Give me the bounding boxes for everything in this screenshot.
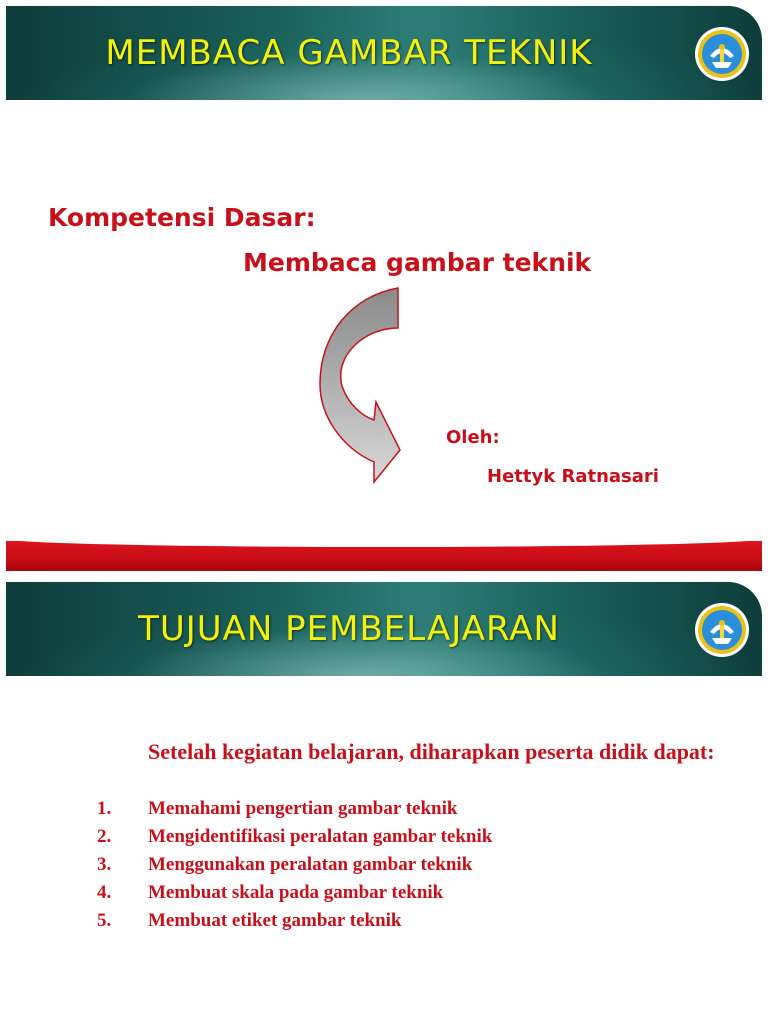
objectives-intro: Setelah kegiatan belajaran, diharapkan peserta didik dapat: — [148, 739, 715, 764]
competency-heading: Kompetensi Dasar: — [48, 203, 316, 232]
list-item-text: Mengidentifikasi peralatan gambar teknik — [148, 826, 493, 847]
competency-subheading: Membaca gambar teknik — [243, 248, 592, 277]
list-item-number: 5. — [97, 910, 112, 931]
slide-1-footer-bar — [6, 541, 762, 571]
slide-1-title: MEMBACA GAMBAR TEKNIK — [105, 33, 593, 73]
list-item-number: 1. — [97, 798, 112, 819]
slide-1-banner — [6, 6, 762, 100]
curved-down-right-arrow-icon — [312, 286, 412, 486]
slide-2-banner — [6, 582, 762, 676]
list-item-text: Membuat etiket gambar teknik — [148, 910, 402, 931]
slide-2 — [0, 578, 768, 1024]
tut-wuri-handayani-logo-icon — [694, 26, 750, 82]
list-item-text: Memahami pengertian gambar teknik — [148, 798, 458, 819]
list-item — [0, 798, 768, 826]
list-item-number: 4. — [97, 882, 112, 903]
list-item-number: 2. — [97, 826, 112, 847]
author-name: Hettyk Ratnasari — [487, 466, 659, 487]
list-item — [0, 882, 768, 910]
list-item — [0, 854, 768, 882]
list-item — [0, 826, 768, 854]
list-item-text: Membuat skala pada gambar teknik — [148, 882, 444, 903]
tut-wuri-handayani-logo-icon — [694, 602, 750, 658]
by-label: Oleh: — [446, 427, 500, 448]
list-item-number: 3. — [97, 854, 112, 875]
list-item-text: Menggunakan peralatan gambar teknik — [148, 854, 473, 875]
list-item — [0, 910, 768, 938]
slide-2-title: TUJUAN PEMBELAJARAN — [138, 609, 560, 649]
